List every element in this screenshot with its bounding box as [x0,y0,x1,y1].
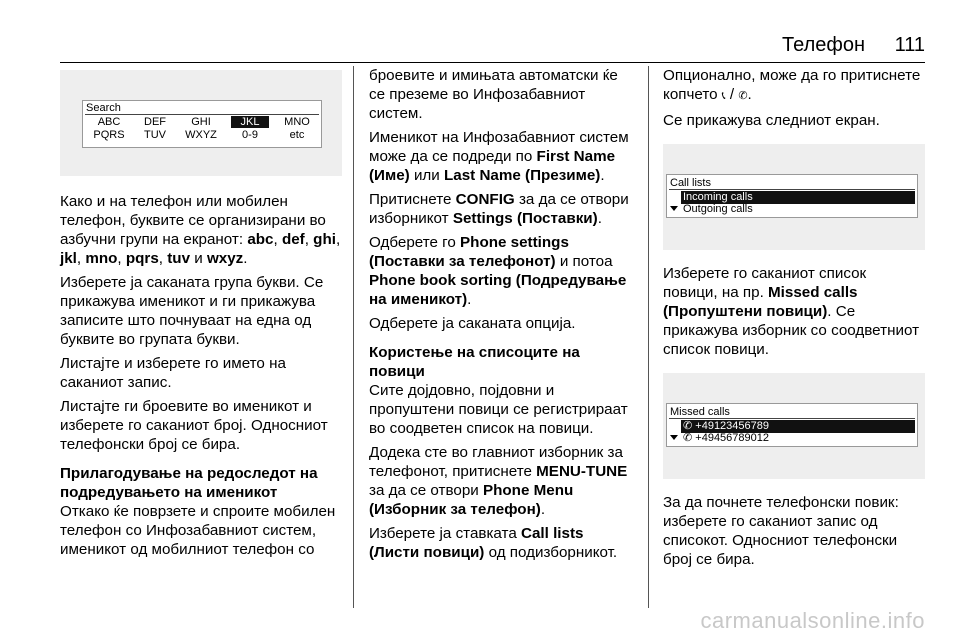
phone-alt-icon: ✆ [738,90,748,102]
paragraph: Листајте и изберете го името на саканиот запис. [60,355,286,391]
divider [669,189,915,190]
call-lists-screen [666,174,918,218]
paragraph: Додека сте во главниот изборник за телефонот, притиснете MENU-TUNE за да се отвори Phone Menu (Изборник за телефон). [369,444,628,518]
column-3 [663,66,925,574]
paragraph: За да почнете телефонски повик: изберете го саканиот запис од списокот. Односниот телефонски број се бира. [663,494,899,568]
search-label: Search [86,102,121,114]
paragraph: Притиснете CONFIG за да се отвори изборникот Settings (Поставки). [369,191,629,227]
key-etc: etc [289,129,305,141]
page-number: 111 [894,34,925,56]
paragraph: Опционално, може да го притиснете копчето 📞︎ / ✆. [663,67,921,103]
header-rule [60,62,925,63]
page-header [0,0,960,60]
divider [85,114,319,115]
call-lists-figure [663,144,925,250]
column-divider [648,66,649,608]
paragraph: Откако ќе поврзете и спроите мобилен телефон со Инфозабавниот систем, именикот од мобилниот телефон со [60,503,336,558]
key-ghi: GHI [191,116,211,128]
key-def: DEF [144,116,166,128]
missed-call-icon: ✆ [683,420,693,432]
column-divider [353,66,354,608]
list-item-selected: Incoming calls [681,191,915,204]
paragraph: Изберете ја ставката Call lists (Листи повици) од подизборникот. [369,525,618,561]
key-jkl-selected: JKL [231,116,269,128]
key-wxyz: WXYZ [185,129,217,141]
call-lists-label: Call lists [670,177,711,189]
paragraph: Одберете ја саканата опција. [369,315,576,332]
key-tuv: TUV [144,129,166,141]
list-item: Outgoing calls [683,203,753,215]
divider [669,418,915,419]
page-title: Телефон [782,34,865,56]
missed-calls-screen [666,403,918,447]
dropdown-arrow-icon [670,435,678,440]
key-digits: 0-9 [242,129,258,141]
key-abc: ABC [97,116,121,128]
section-heading: Прилагодување на редоследот на подредувањето на именикот [60,465,318,501]
key-pqrs: PQRS [93,129,125,141]
section-heading: Користење на списоците на повици [369,344,580,380]
missed-call-icon: ✆ [683,432,693,444]
missed-calls-label: Missed calls [670,406,730,418]
dropdown-arrow-icon [670,206,678,211]
phone-icon: 📞︎ [721,90,726,102]
paragraph: Се прикажува следниот екран. [663,112,880,129]
paragraph: броевите и имињата автоматски ќе се преземе во Инфозабавниот систем. [369,67,618,122]
column-1 [60,66,342,564]
list-item-selected: ✆ +49123456789 [681,420,915,433]
column-2 [369,66,637,567]
missed-calls-figure [663,373,925,479]
list-item: ✆ +49456789012 [683,432,769,444]
key-mno: MNO [284,116,310,128]
search-screen-figure [60,70,342,176]
paragraph: Како и на телефон или мобилен телефон, буквите се организирани во азбучни групи на екранот: abc, def, ghi, jkl, mno, pqrs, tuv и wxyz. [60,193,341,267]
paragraph: Изберете го саканиот список повици, на пр. Missed calls (Пропуштени повици). Се прикажува изборник со соодветниот список повици. [663,265,920,358]
paragraph: Сите дојдовно, појдовни и пропуштени повици се регистрираат во соодветен список на повици. [369,382,628,437]
search-screen [82,100,322,148]
watermark-url: carmanualsonline.info [700,608,925,633]
paragraph: Листајте ги броевите во именикот и изберете го саканиот број. Односниот телефонски број се бира. [60,398,328,453]
paragraph: Одберете го Phone settings (Поставки за телефонот) и потоа Phone book sorting (Подредување на именикот). [369,234,627,308]
paragraph: Именикот на Инфозабавниот систем може да се подреди по First Name (Име) или Last Name (Презиме). [369,129,629,184]
paragraph: Изберете ја саканата група букви. Се прикажува именикот и ги прикажува записите што почнуваат на една од буквите во групата букви. [60,274,324,348]
page-footer [0,608,960,642]
